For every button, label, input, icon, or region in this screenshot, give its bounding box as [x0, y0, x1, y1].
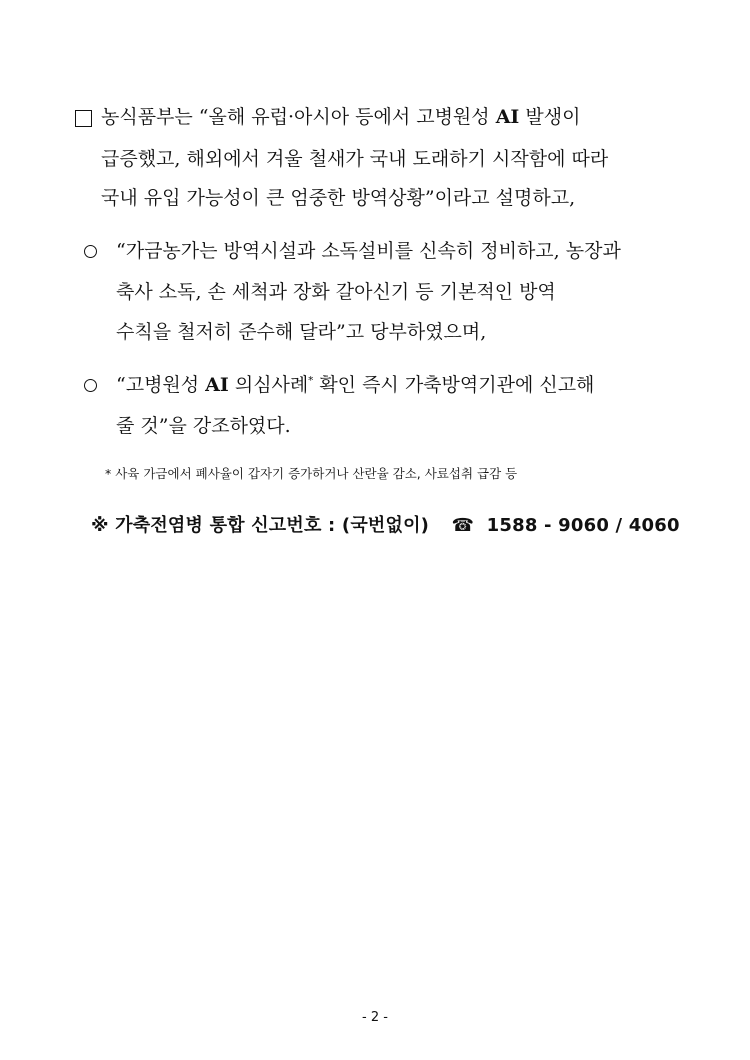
para1-line3: 국내 유입 가능성이 큰 엄중한 방역상황”이라고 설명하고, — [101, 187, 576, 209]
para2-line2: 축사 소독, 손 세척과 장화 갈아신기 등 기본적인 방역 — [116, 281, 556, 303]
para2-line3: 수칙을 철저히 준수해 달라”고 당부하였으며, — [116, 321, 487, 343]
ai-term: AI — [205, 374, 229, 396]
para3-line1-text-mid: 의심사례 — [228, 374, 309, 396]
para3-line1-text-end: 확인 즉시 가축방역기관에 신고해 — [313, 374, 595, 396]
para1-line2: 급증했고, 해외에서 겨울 철새가 국내 도래하기 시작함에 따라 — [101, 148, 609, 170]
para3-line1 — [116, 376, 594, 395]
para3-line2: 줄 것”을 강조하였다. — [116, 415, 291, 437]
para1-line1-text-end: 발생이 — [519, 106, 581, 128]
page-number: - 2 - — [362, 1010, 388, 1025]
contact-line — [91, 511, 680, 537]
footnote: * 사육 가금에서 폐사율이 갑자기 증가하거나 산란율 감소, 사료섭취 급감 등 — [105, 466, 518, 481]
circle-bullet-icon — [84, 245, 97, 258]
para1-line1 — [101, 108, 580, 127]
para1-line1-text: 농식품부는 “올해 유럽·아시아 등에서 고병원성 — [101, 106, 496, 128]
contact-phone-number: 1588 - 9060 / 4060 — [486, 515, 680, 536]
ai-term: AI — [495, 106, 520, 128]
circle-bullet-icon — [84, 379, 97, 392]
contact-label: ※ 가축전염병 통합 신고번호 : (국번없이) — [91, 515, 430, 536]
footnote-marker: * — [308, 375, 314, 387]
square-bullet-icon — [75, 110, 92, 127]
phone-icon: ☎ — [451, 515, 475, 536]
para3-line1-text: “고병원성 — [116, 374, 206, 396]
para2-line1: “가금농가는 방역시설과 소독설비를 신속히 정비하고, 농장과 — [116, 240, 621, 262]
